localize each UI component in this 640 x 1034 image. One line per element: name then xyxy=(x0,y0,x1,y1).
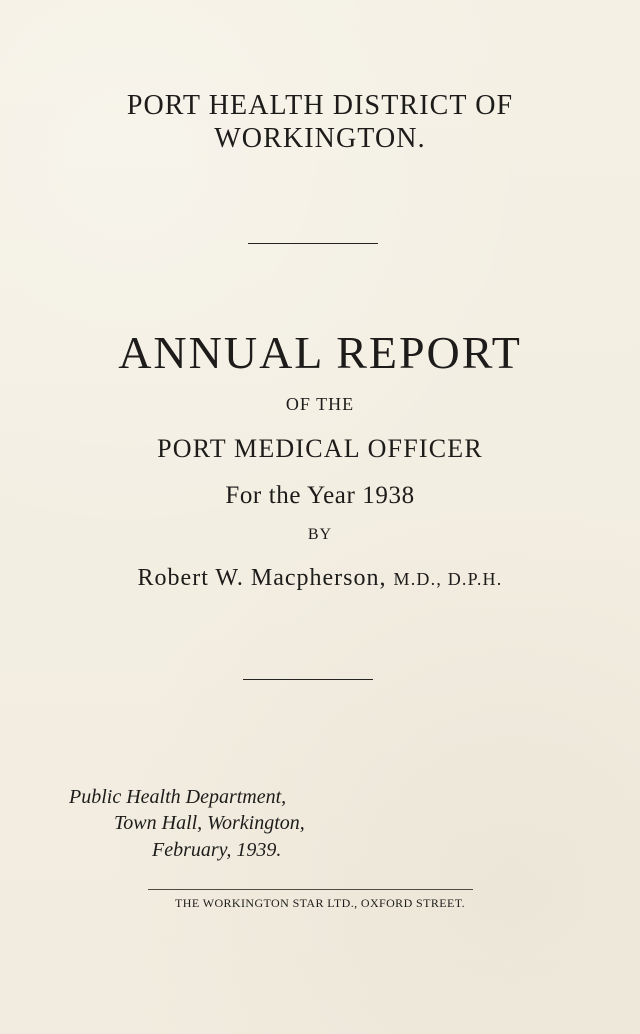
report-year: For the Year 1938 xyxy=(225,482,415,509)
top-divider xyxy=(248,243,378,244)
author-qualifications: M.D., D.P.H. xyxy=(393,569,503,589)
district-line-2: WORKINGTON. xyxy=(214,123,426,154)
address-line-2: Town Hall, Workington, xyxy=(114,812,305,834)
address-line-3: February, 1939. xyxy=(152,839,282,861)
author-name: Robert W. Macpherson, xyxy=(137,565,387,591)
by-label: BY xyxy=(307,526,333,543)
district-line-1: PORT HEALTH DISTRICT OF xyxy=(126,90,514,121)
of-the-label: OF THE xyxy=(285,394,355,414)
report-title: ANNUAL REPORT xyxy=(118,327,522,378)
author-line xyxy=(0,563,640,594)
officer-title: PORT MEDICAL OFFICER xyxy=(157,434,483,463)
printer-divider xyxy=(148,889,473,890)
address-line-1: Public Health Department, xyxy=(69,786,287,808)
printer-line: THE WORKINGTON STAR LTD., OXFORD STREET. xyxy=(175,896,465,910)
middle-divider xyxy=(243,679,373,680)
district-heading xyxy=(0,89,640,155)
